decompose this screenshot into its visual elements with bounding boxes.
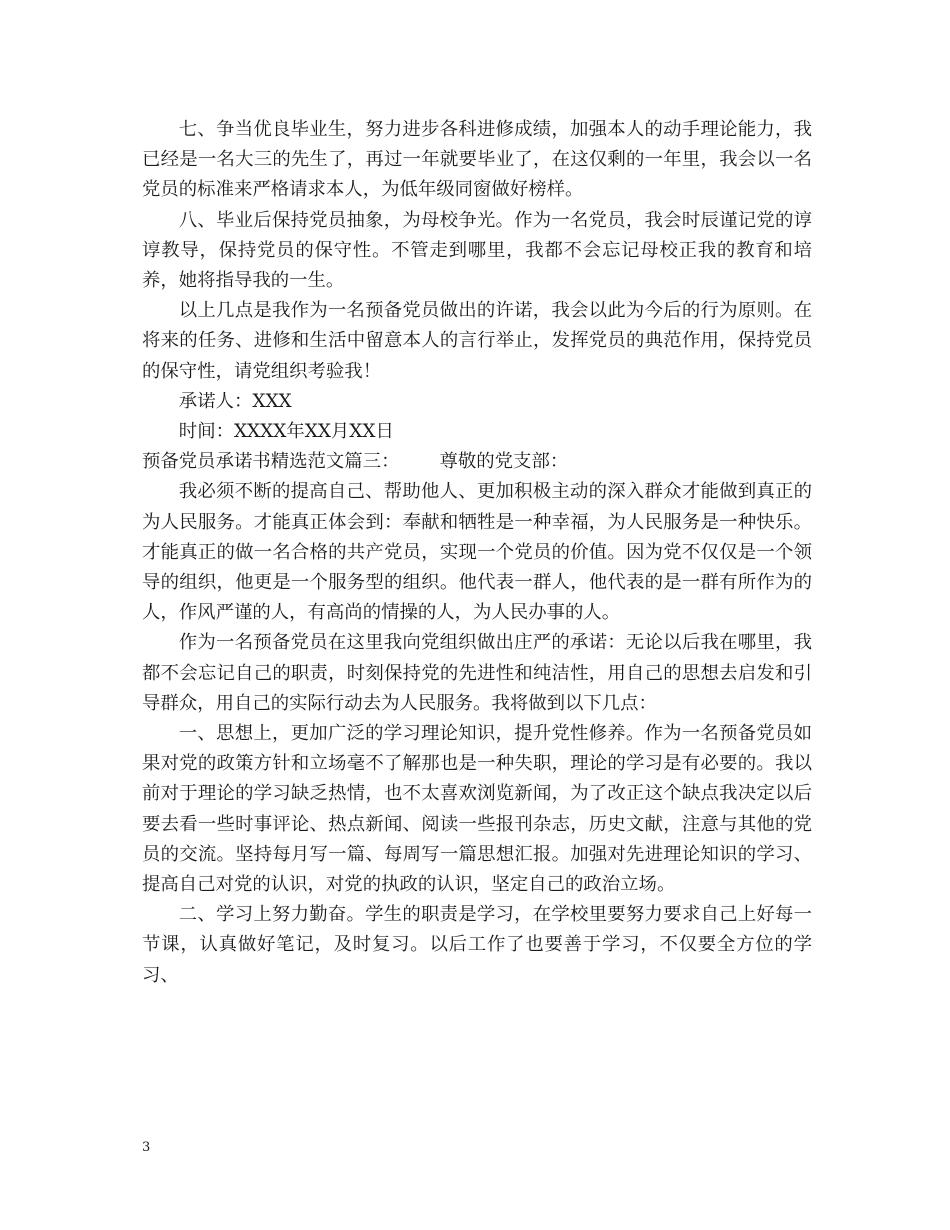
paragraph-summary: 以上几点是我作为一名预备党员做出的许诺，我会以此为今后的行为原则。在将来的任务、进修和生活中留意本人的言行举止，发挥党员的典范作用，保持党员的保守性，请党组织考验我！ [142, 300, 812, 382]
section-heading [142, 447, 812, 477]
salutation: 尊敬的党支部： [439, 451, 569, 473]
body-paragraph: 我必须不断的提高自己、帮助他人、更加积极主动的深入群众才能做到真正的为人民服务。才能真正体会到：奉献和牺牲是一种幸福，为人民服务是一种快乐。才能真正的做一名合格的共产党员，实现一个党员的价值。因为党不仅仅是一个领导的组织，他更是一个服务型的组织。他代表一群人，他代表的是一群有所作为的人，作风严谨的人，有高尚的情操的人，为人民办事的人。 [142, 481, 812, 624]
document-body [142, 115, 812, 991]
body-paragraph: 一、思想上，更加广泛的学习理论知识，提升党性修养。作为一名预备党员如果对党的政策方针和立场毫不了解那也是一种失职，理论的学习是有必要的。我以前对于理论的学习缺乏热情，也不太喜欢浏览新闻，为了改正这个缺点我决定以后要去看一些时事评论、热点新闻、阅读一些报刊杂志，历史文献，注意与其他的党员的交流。坚持每月写一篇、每周写一篇思想汇报。加强对先进理论知识的学习、提高自己对党的认识，对党的执政的认识，坚定自己的政治立场。 [142, 723, 812, 896]
paragraph-item-eight: 八、毕业后保持党员抽象，为母校争光。作为一名党员，我会时辰谨记党的谆谆教导，保持党员的保守性。不管走到哪里，我都不会忘记母校正我的教育和培养，她将指导我的一生。 [142, 209, 812, 292]
paragraph-item-seven: 七、争当优良毕业生，努力进步各科进修成绩，加强本人的动手理论能力，我已经是一名大三的先生了，再过一年就要毕业了，在这仅剩的一年里，我会以一名党员的标准来严格请求本人，为低年级同窗做好榜样。 [142, 119, 812, 201]
signature-line: 承诺人：XXX [178, 390, 292, 412]
body-paragraph: 二、学习上努力勤奋。学生的职责是学习，在学校里要努力要求自己上好每一节课，认真做好笔记，及时复习。以后工作了也要善于学习，不仅要全方位的学习、 [142, 904, 812, 986]
page-number: 3 [142, 1140, 151, 1155]
date-line: 时间：XXXX年XX月XX日 [178, 421, 394, 443]
body-paragraph: 作为一名预备党员在这里我向党组织做出庄严的承诺：无论以后我在哪里，我都不会忘记自己的职责，时刻保持党的先进性和纯洁性，用自己的思想去启发和引导群众，用自己的实际行动去为人民服务。我将做到以下几点： [142, 632, 812, 714]
section-title: 预备党员承诺书精选范文篇三： [142, 451, 400, 473]
